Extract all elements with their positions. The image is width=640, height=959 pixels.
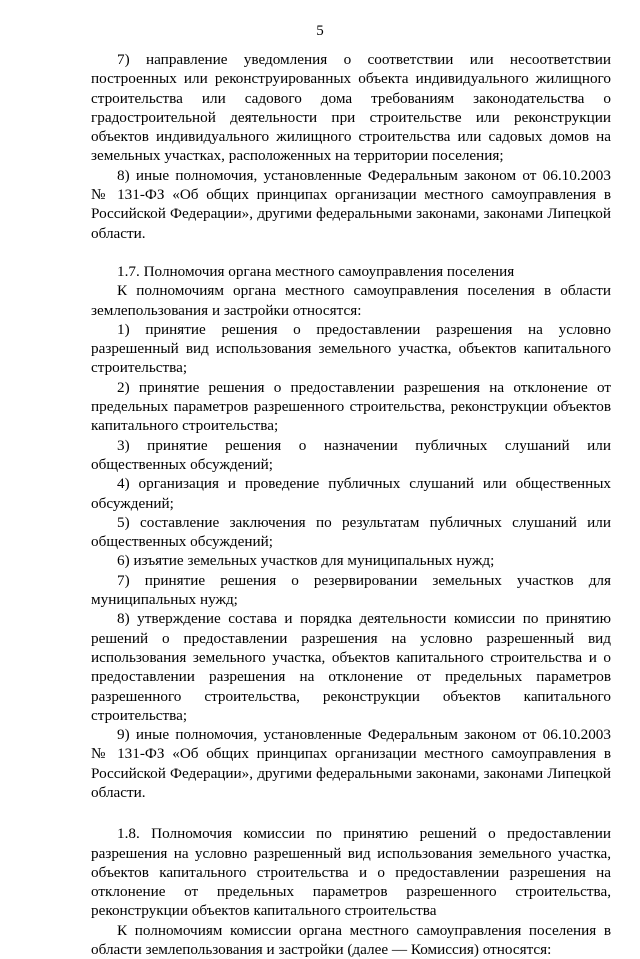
paragraph-power-1: 1) принятие решения о предоставлении разрешения на условно разрешенный вид использования земельного участка, объектов капитального строительства;: [91, 320, 611, 377]
page-number: 5: [316, 23, 324, 39]
paragraph-power-3: 3) принятие решения о назначении публичных слушаний или общественных обсуждений;: [91, 436, 611, 473]
paragraph-item-7-notification: 7) направление уведомления о соответствии или несоответствии построенных или реконструированных объекта индивидуального жилищного строительства или садового дома требованиям законодательства о градостроительной деятельности при строительстве или реконструкции объектов индивидуального жилищного строительства или садовых домов на земельных участках, расположенных на территории поселения;: [91, 51, 611, 165]
paragraph-power-9: 9) иные полномочия, установленные Федеральным законом от 06.10.2003 № 131-ФЗ «Об общих принципах организации местного самоуправления в Российской Федерации», другими федеральными законами, законами Липецкой области.: [91, 726, 611, 801]
paragraph-power-7: 7) принятие решения о резервировании земельных участков для муниципальных нужд;: [91, 571, 611, 609]
paragraph-power-4: 4) организация и проведение публичных слушаний или общественных обсуждений;: [91, 475, 611, 512]
paragraph-commission-intro: К полномочиям комиссии органа местного самоуправления поселения в области землепользования и застройки (далее — Комиссия) относятся:: [91, 921, 611, 959]
paragraph-power-5: 5) составление заключения по результатам публичных слушаний или общественных обсуждений;: [91, 513, 611, 551]
paragraph-power-2: 2) принятие решения о предоставлении разрешения на отклонение от предельных параметров разрешенного строительства, реконструкции объектов капитального строительства;: [91, 378, 611, 435]
paragraph-power-8: 8) утверждение состава и порядка деятельности комиссии по принятию решений о предоставлении разрешения на условно разрешенный вид использования земельного участка, объектов капитального строительства и о предоставлении разрешения на отклонение от предельных параметров разрешенного строительства, реконструкции объектов капитального строительства;: [91, 610, 611, 724]
section-heading-1-8: 1.8. Полномочия комиссии по принятию решений о предоставлении разрешения на условно разрешенный вид использования земельного участка, объектов капитального строительства и о предоставлении разрешения на отклонение от предельных параметров разрешенного строительства, реконструкции объектов капитального строительства: [91, 825, 611, 920]
paragraph-powers-intro: К полномочиям органа местного самоуправления поселения в области землепользования и застройки относятся:: [91, 282, 611, 319]
section-heading-1-7: 1.7. Полномочия органа местного самоуправления поселения: [117, 262, 515, 280]
paragraph-power-6: 6) изъятие земельных участков для муниципальных нужд;: [117, 552, 495, 570]
paragraph-item-8-other-powers: 8) иные полномочия, установленные Федеральным законом от 06.10.2003 № 131-ФЗ «Об общих принципах организации местного самоуправления в Российской Федерации», другими федеральными законами, законами Липецкой области.: [91, 166, 611, 242]
document-body: [91, 50, 611, 959]
